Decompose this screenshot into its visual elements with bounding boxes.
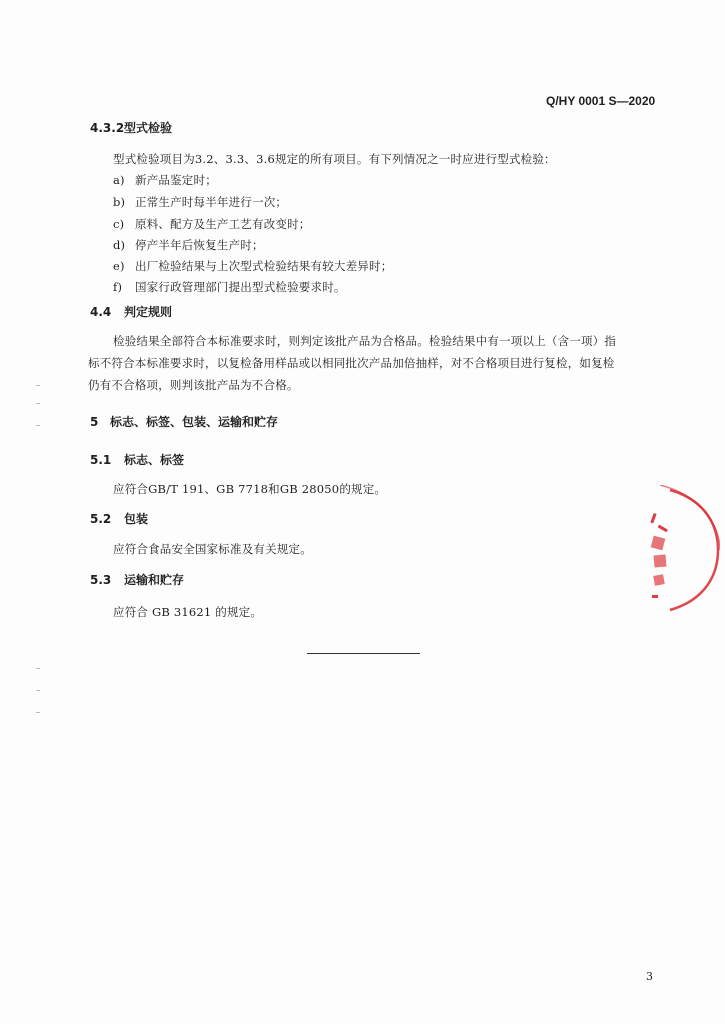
section-number: 4.3.2 — [90, 121, 125, 135]
section-title: 包装 — [124, 512, 149, 526]
section-5-3-heading — [90, 571, 184, 588]
list-item-label: d) — [113, 238, 126, 252]
section-4-4-line: 仍有不合格项，则判该批产品为不合格。 — [88, 378, 299, 392]
seal-stamp — [630, 485, 720, 615]
section-title: 型式检验 — [124, 121, 173, 135]
section-4-4-heading — [90, 303, 172, 320]
section-4-4-line: 检验结果全部符合本标准要求时，则判定该批产品为合格品。检验结果中有一项以上（含一项）指 — [113, 334, 617, 348]
section-5-3-text: 应符合 GB 31621 的规定。 — [113, 605, 263, 619]
section-number: 5.3 — [90, 573, 112, 587]
section-title: 判定规则 — [124, 305, 173, 319]
section-number: 4.4 — [90, 305, 112, 319]
list-item-text: 国家行政管理部门提出型式检验要求时。 — [135, 280, 346, 294]
list-item-text: 出厂检验结果与上次型式检验结果有较大差异时； — [135, 259, 393, 273]
list-item-text: 停产半年后恢复生产时； — [135, 238, 264, 252]
scan-mark — [36, 712, 40, 713]
section-title: 标志、标签 — [124, 453, 185, 467]
list-item-text: 原料、配方及生产工艺有改变时； — [135, 217, 311, 231]
list-item-text: 新产品鉴定时； — [135, 173, 217, 187]
section-5-heading — [90, 413, 278, 430]
list-item — [113, 258, 392, 274]
section-number: 5 — [90, 415, 99, 429]
section-5-1-text: 应符合GB/T 191、GB 7718和GB 28050的规定。 — [113, 482, 387, 496]
section-4-3-2-heading — [90, 119, 172, 136]
list-item — [113, 172, 217, 188]
section-5-2-text: 应符合食品安全国家标准及有关规定。 — [113, 542, 312, 556]
section-number: 5.2 — [90, 512, 112, 526]
list-item — [113, 194, 287, 210]
section-title: 运输和贮存 — [124, 573, 185, 587]
list-item — [113, 216, 311, 232]
section-4-4-line: 标不符合本标准要求时，以复检备用样品或以相同批次产品加倍抽样，对不合格项目进行复检，如复检 — [88, 356, 615, 370]
scan-mark — [36, 385, 40, 386]
list-item-label: a) — [113, 173, 125, 187]
section-title: 标志、标签、包装、运输和贮存 — [110, 415, 279, 429]
scan-mark — [36, 425, 40, 426]
list-item — [113, 237, 264, 253]
section-5-1-heading — [90, 451, 184, 468]
list-item-label: e) — [113, 259, 125, 273]
scan-mark — [36, 690, 40, 691]
list-item-text: 正常生产时每半年进行一次； — [135, 195, 288, 209]
end-rule — [307, 653, 420, 654]
page-number: 3 — [646, 970, 653, 983]
scan-mark — [36, 403, 40, 404]
section-4-3-2-intro: 型式检验项目为3.2、3.3、3.6规定的所有项目。有下列情况之一时应进行型式检验： — [113, 152, 556, 166]
list-item-label: b) — [113, 195, 126, 209]
list-item-label: f) — [113, 280, 123, 294]
scan-mark — [36, 668, 40, 669]
header-code: Q/HY 0001 S—2020 — [546, 94, 656, 108]
section-number: 5.1 — [90, 453, 112, 467]
section-5-2-heading — [90, 510, 148, 527]
list-item-label: c) — [113, 217, 125, 231]
list-item — [113, 279, 346, 295]
